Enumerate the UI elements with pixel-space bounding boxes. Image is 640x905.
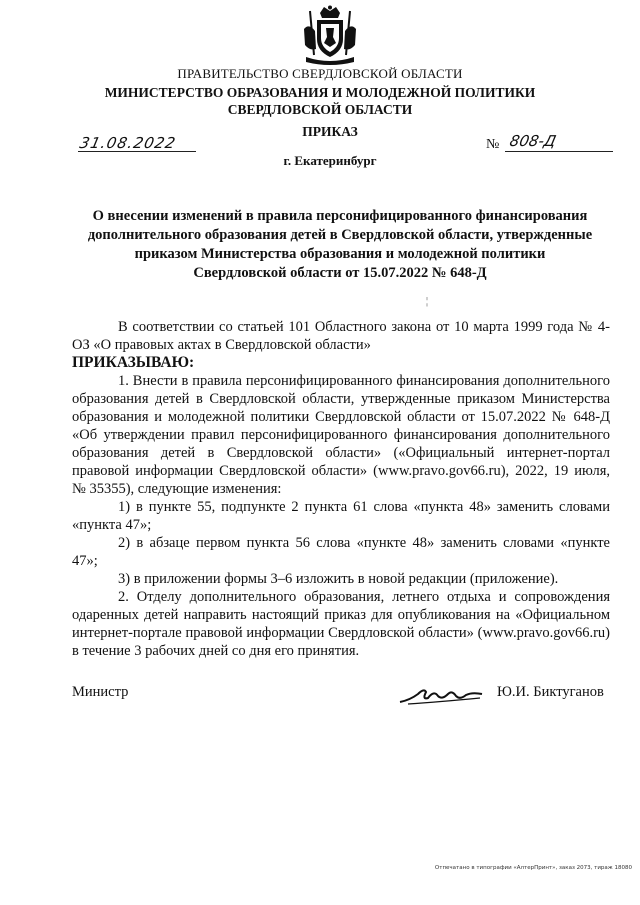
number-label: № [486,137,500,152]
coat-of-arms-emblem [300,5,360,67]
document-title [60,207,620,283]
page-mark: ¦ [426,296,429,307]
ministry-name-line2: СВЕРДЛОВСКОЙ ОБЛАСТИ [227,102,413,117]
ordered-heading: ПРИКАЗЫВАЮ: [72,354,195,371]
subitem-2-paragraph: 2) в абзаце первом пункта 56 слова «пункте 48» заменить словами «пункте 47»; [72,535,610,569]
title-line: О внесении изменений в правила персонифицированного финансирования [92,208,588,224]
print-note: Отпечатано в типографии «АлтерПринт», заказ 2073, тираж 18080 [434,865,632,871]
city: г. Екатеринбург [283,153,377,168]
order-date: 31.08.2022 [78,134,178,152]
ministry-name-line1: МИНИСТЕРСТВО ОБРАЗОВАНИЯ И МОЛОДЕЖНОЙ ПОЛИТИКИ [104,85,536,100]
number-underline [505,151,613,152]
item-1-paragraph: 1. Внести в правила персонифицированного финансирования дополнительного образования детей в Свердловской области, утвержденные приказом Министерства образования и молодежной политики Свердловской области от 15.07.2022 № 648-Д «Об утверждении правил персонифицированного финансирования дополнительного образования детей в Свердловской области» («Официальный интернет-портал правовой информации Свердловской области» (www.pravo.gov66.ru), 2022, 19 июля, № 35355), следующие изменения: [72,373,610,497]
subitem-1-paragraph: 1) в пункте 55, подпункте 2 пункта 61 слова «пункта 48» заменить словами «пункта 47»; [72,499,610,533]
document-type: ПРИКАЗ [302,124,358,139]
preamble-paragraph: В соответствии со статьей 101 Областного закона от 10 марта 1999 года № 4-ОЗ «О правовых актах в Свердловской области» [72,319,610,353]
title-line: приказом Министерства образования и молодежной политики [134,246,546,262]
handwritten-signature [398,680,484,708]
signatory-position: Министр [72,684,129,700]
title-line: Свердловской области от 15.07.2022 № 648-Д [193,265,487,281]
order-number: 808-Д [508,132,558,150]
subitem-3-paragraph: 3) в приложении формы 3–6 изложить в новой редакции (приложение). [118,571,559,587]
date-underline [78,151,196,152]
government-name: ПРАВИТЕЛЬСТВО СВЕРДЛОВСКОЙ ОБЛАСТИ [177,66,463,81]
item-2-paragraph: 2. Отделу дополнительного образования, летнего отдыха и сопровождения одаренных детей направить настоящий приказ для опубликования на «Официальном интернет-портале правовой информации Свердловской области» (www.pravo.gov66.ru) в течение 3 рабочих дней со дня его принятия. [72,589,610,659]
signatory-name: Ю.И. Биктуганов [497,684,604,700]
document-body [72,318,610,660]
title-line: дополнительного образования детей в Свердловской области, утвержденные [87,227,593,243]
